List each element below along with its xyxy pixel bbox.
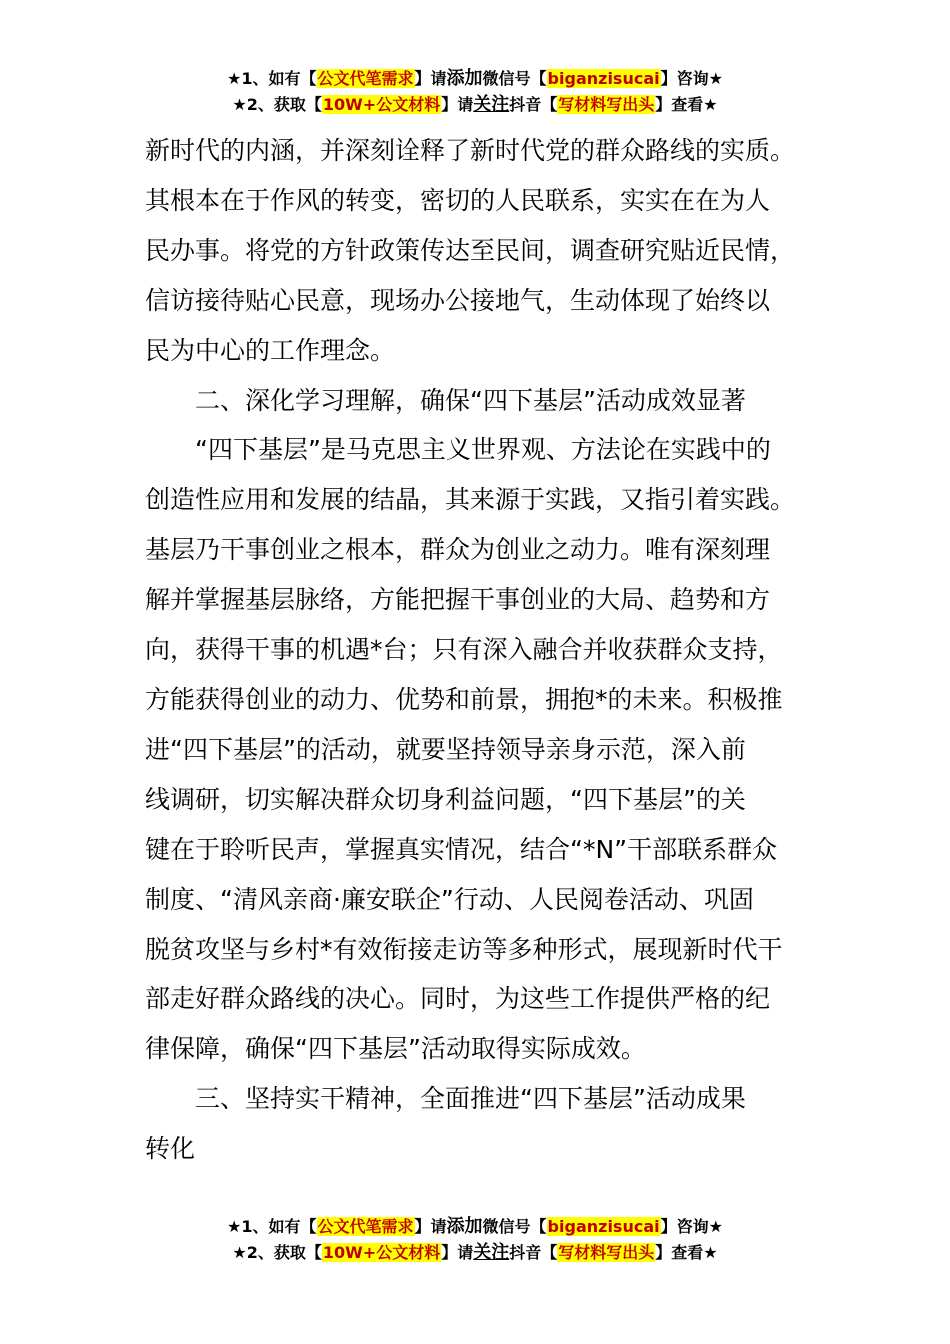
text-line: 部走好群众路线的决心。同时，为这些工作提供严格的纪 [145, 984, 771, 1014]
douyin-highlight: 写材料写出头 [558, 95, 655, 114]
text-line: 进“四下基层”的活动，就要坚持领导亲身示范，深入前 [145, 734, 746, 764]
douyin-highlight: 写材料写出头 [558, 1243, 655, 1262]
banner-line-1: ★1、如有【公文代笔需求】请添加微信号【biganzisucai】咨询★ [227, 1216, 723, 1237]
text-line: 解并掌握基层脉络，方能把握干事创业的大局、趋势和方 [145, 585, 771, 615]
text-line: 新时代的内涵，并深刻诠释了新时代党的群众路线的实质。 [145, 136, 796, 165]
text-line: 转化 [145, 1134, 196, 1164]
text-line: 其根本在于作风的转变，密切的人民联系，实实在在为人 [145, 185, 771, 215]
text-line: 信访接待贴心民意，现场办公接地气，生动体现了始终以 [145, 285, 771, 315]
section-heading: 二、深化学习理解，确保“四下基层”活动成效显著 [195, 385, 746, 415]
text-line: 向，获得干事的机遇*台；只有深入融合并收获群众支持， [145, 635, 783, 665]
text-line: “四下基层”是马克思主义世界观、方法论在实践中的 [195, 435, 771, 465]
text-line: 线调研，切实解决群众切身利益问题，“四下基层”的关 [145, 784, 746, 814]
text-line: 创造性应用和发展的结晶，其来源于实践，又指引着实践。 [145, 485, 796, 515]
wechat-id-highlight: biganzisucai [547, 1217, 660, 1236]
banner-line-2: ★2、获取【10W+公文材料】请关注抖音【写材料写出头】查看★ [232, 1242, 718, 1263]
banner-highlight: 公文代笔需求 [317, 1217, 414, 1236]
text-line: 基层乃干事创业之根本，群众为创业之动力。唯有深刻理 [145, 535, 771, 565]
text-line: 民办事。将党的方针政策传达至民间，调查研究贴近民情， [145, 235, 796, 265]
banner-highlight: 10W+公文材料 [322, 1243, 441, 1262]
banner-highlight: 10W+公文材料 [322, 95, 441, 114]
section-heading: 三、坚持实干精神，全面推进“四下基层”活动成果 [195, 1084, 746, 1114]
banner-line-1: ★1、如有【公文代笔需求】请添加微信号【biganzisucai】咨询★ [227, 68, 723, 89]
wechat-id-highlight: biganzisucai [547, 69, 660, 88]
text-line: 民为中心的工作理念。 [145, 335, 396, 365]
document-body [145, 126, 805, 1174]
top-banner [0, 66, 950, 118]
text-line: 脱贫攻坚与乡村*有效衔接走访等多种形式，展现新时代干 [145, 934, 783, 964]
text-line: 制度、“清风亲商·廉安联企”行动、人民阅卷活动、巩固 [145, 884, 754, 914]
bottom-banner [0, 1214, 950, 1266]
text-line: 键在于聆听民声，掌握真实情况，结合“*N”干部联系群众 [145, 834, 778, 864]
banner-highlight: 公文代笔需求 [317, 69, 414, 88]
text-line: 方能获得创业的动力、优势和前景，拥抱*的未来。积极推 [145, 684, 783, 714]
text-line: 律保障，确保“四下基层”活动取得实际成效。 [145, 1034, 646, 1064]
banner-line-2: ★2、获取【10W+公文材料】请关注抖音【写材料写出头】查看★ [232, 94, 718, 115]
